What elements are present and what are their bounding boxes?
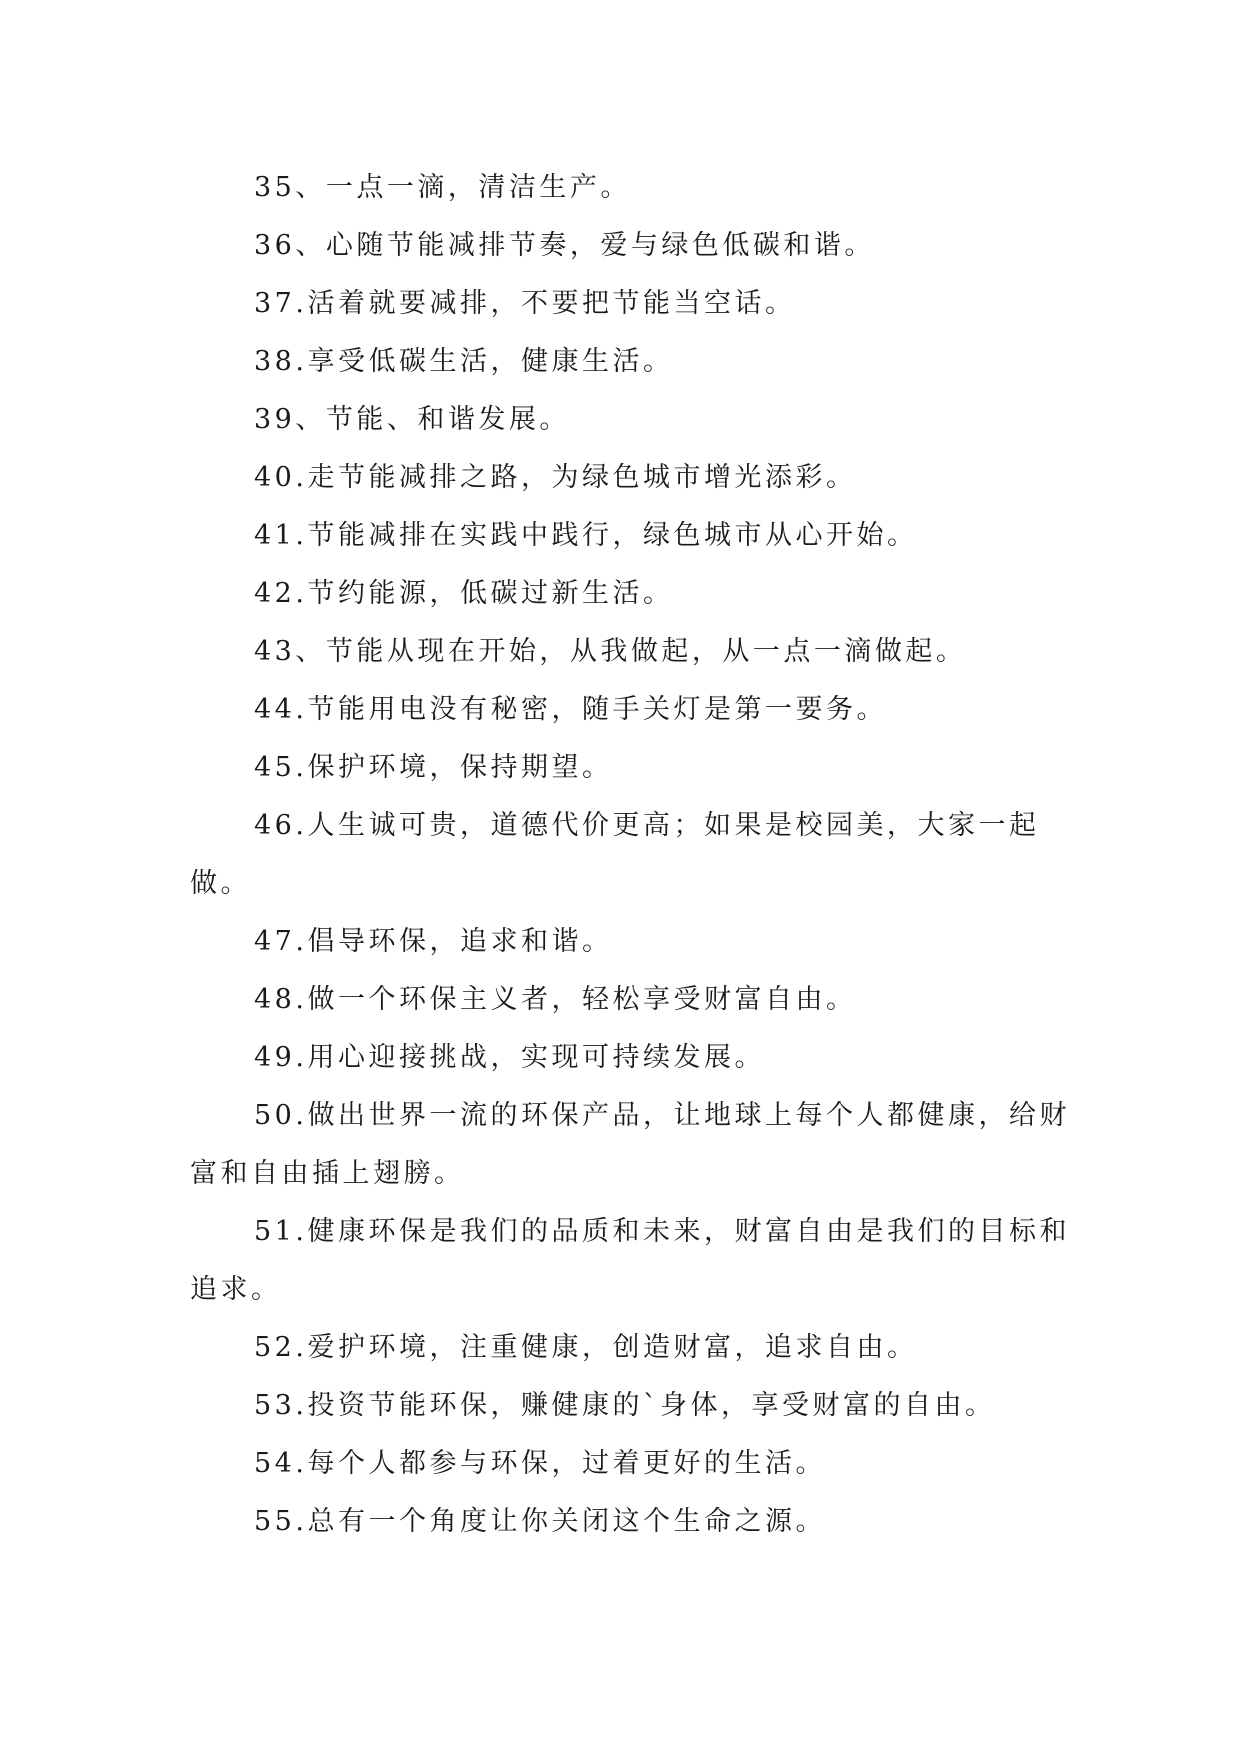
paragraph-38: 38.享受低碳生活，健康生活。 (254, 346, 674, 377)
paragraph-44: 44.节能用电没有秘密，随手关灯是第一要务。 (254, 694, 887, 725)
paragraph-51: 51.健康环保是我们的品质和未来，财富自由是我们的目标和追求。 (190, 1216, 1070, 1305)
paragraph-54: 54.每个人都参与环保，过着更好的生活。 (254, 1448, 826, 1479)
paragraph-36: 36、心随节能减排节奏，爱与绿色低碳和谐。 (254, 230, 875, 261)
paragraph-40: 40.走节能减排之路，为绿色城市增光添彩。 (254, 462, 857, 493)
paragraph-53: 53.投资节能环保，赚健康的`身体，享受财富的自由。 (254, 1390, 996, 1421)
paragraph-43: 43、节能从现在开始，从我做起，从一点一滴做起。 (254, 636, 967, 667)
paragraph-46: 46.人生诚可贵，道德代价更高；如果是校园美，大家一起做。 (190, 810, 1040, 899)
paragraph-47: 47.倡导环保，追求和谐。 (254, 926, 613, 957)
paragraph-55: 55.总有一个角度让你关闭这个生命之源。 (254, 1506, 826, 1537)
slogan-list (190, 159, 1070, 1551)
paragraph-48: 48.做一个环保主义者，轻松享受财富自由。 (254, 984, 857, 1015)
paragraph-42: 42.节约能源，低碳过新生活。 (254, 578, 674, 609)
paragraph-50: 50.做出世界一流的环保产品，让地球上每个人都健康，给财富和自由插上翅膀。 (190, 1100, 1070, 1189)
paragraph-37: 37.活着就要减排，不要把节能当空话。 (254, 288, 796, 319)
paragraph-39: 39、节能、和谐发展。 (254, 404, 570, 435)
paragraph-35: 35、一点一滴，清洁生产。 (254, 172, 631, 203)
paragraph-52: 52.爱护环境，注重健康，创造财富，追求自由。 (254, 1332, 918, 1363)
paragraph-45: 45.保护环境，保持期望。 (254, 752, 613, 783)
paragraph-41: 41.节能减排在实践中践行，绿色城市从心开始。 (254, 520, 918, 551)
paragraph-49: 49.用心迎接挑战，实现可持续发展。 (254, 1042, 765, 1073)
